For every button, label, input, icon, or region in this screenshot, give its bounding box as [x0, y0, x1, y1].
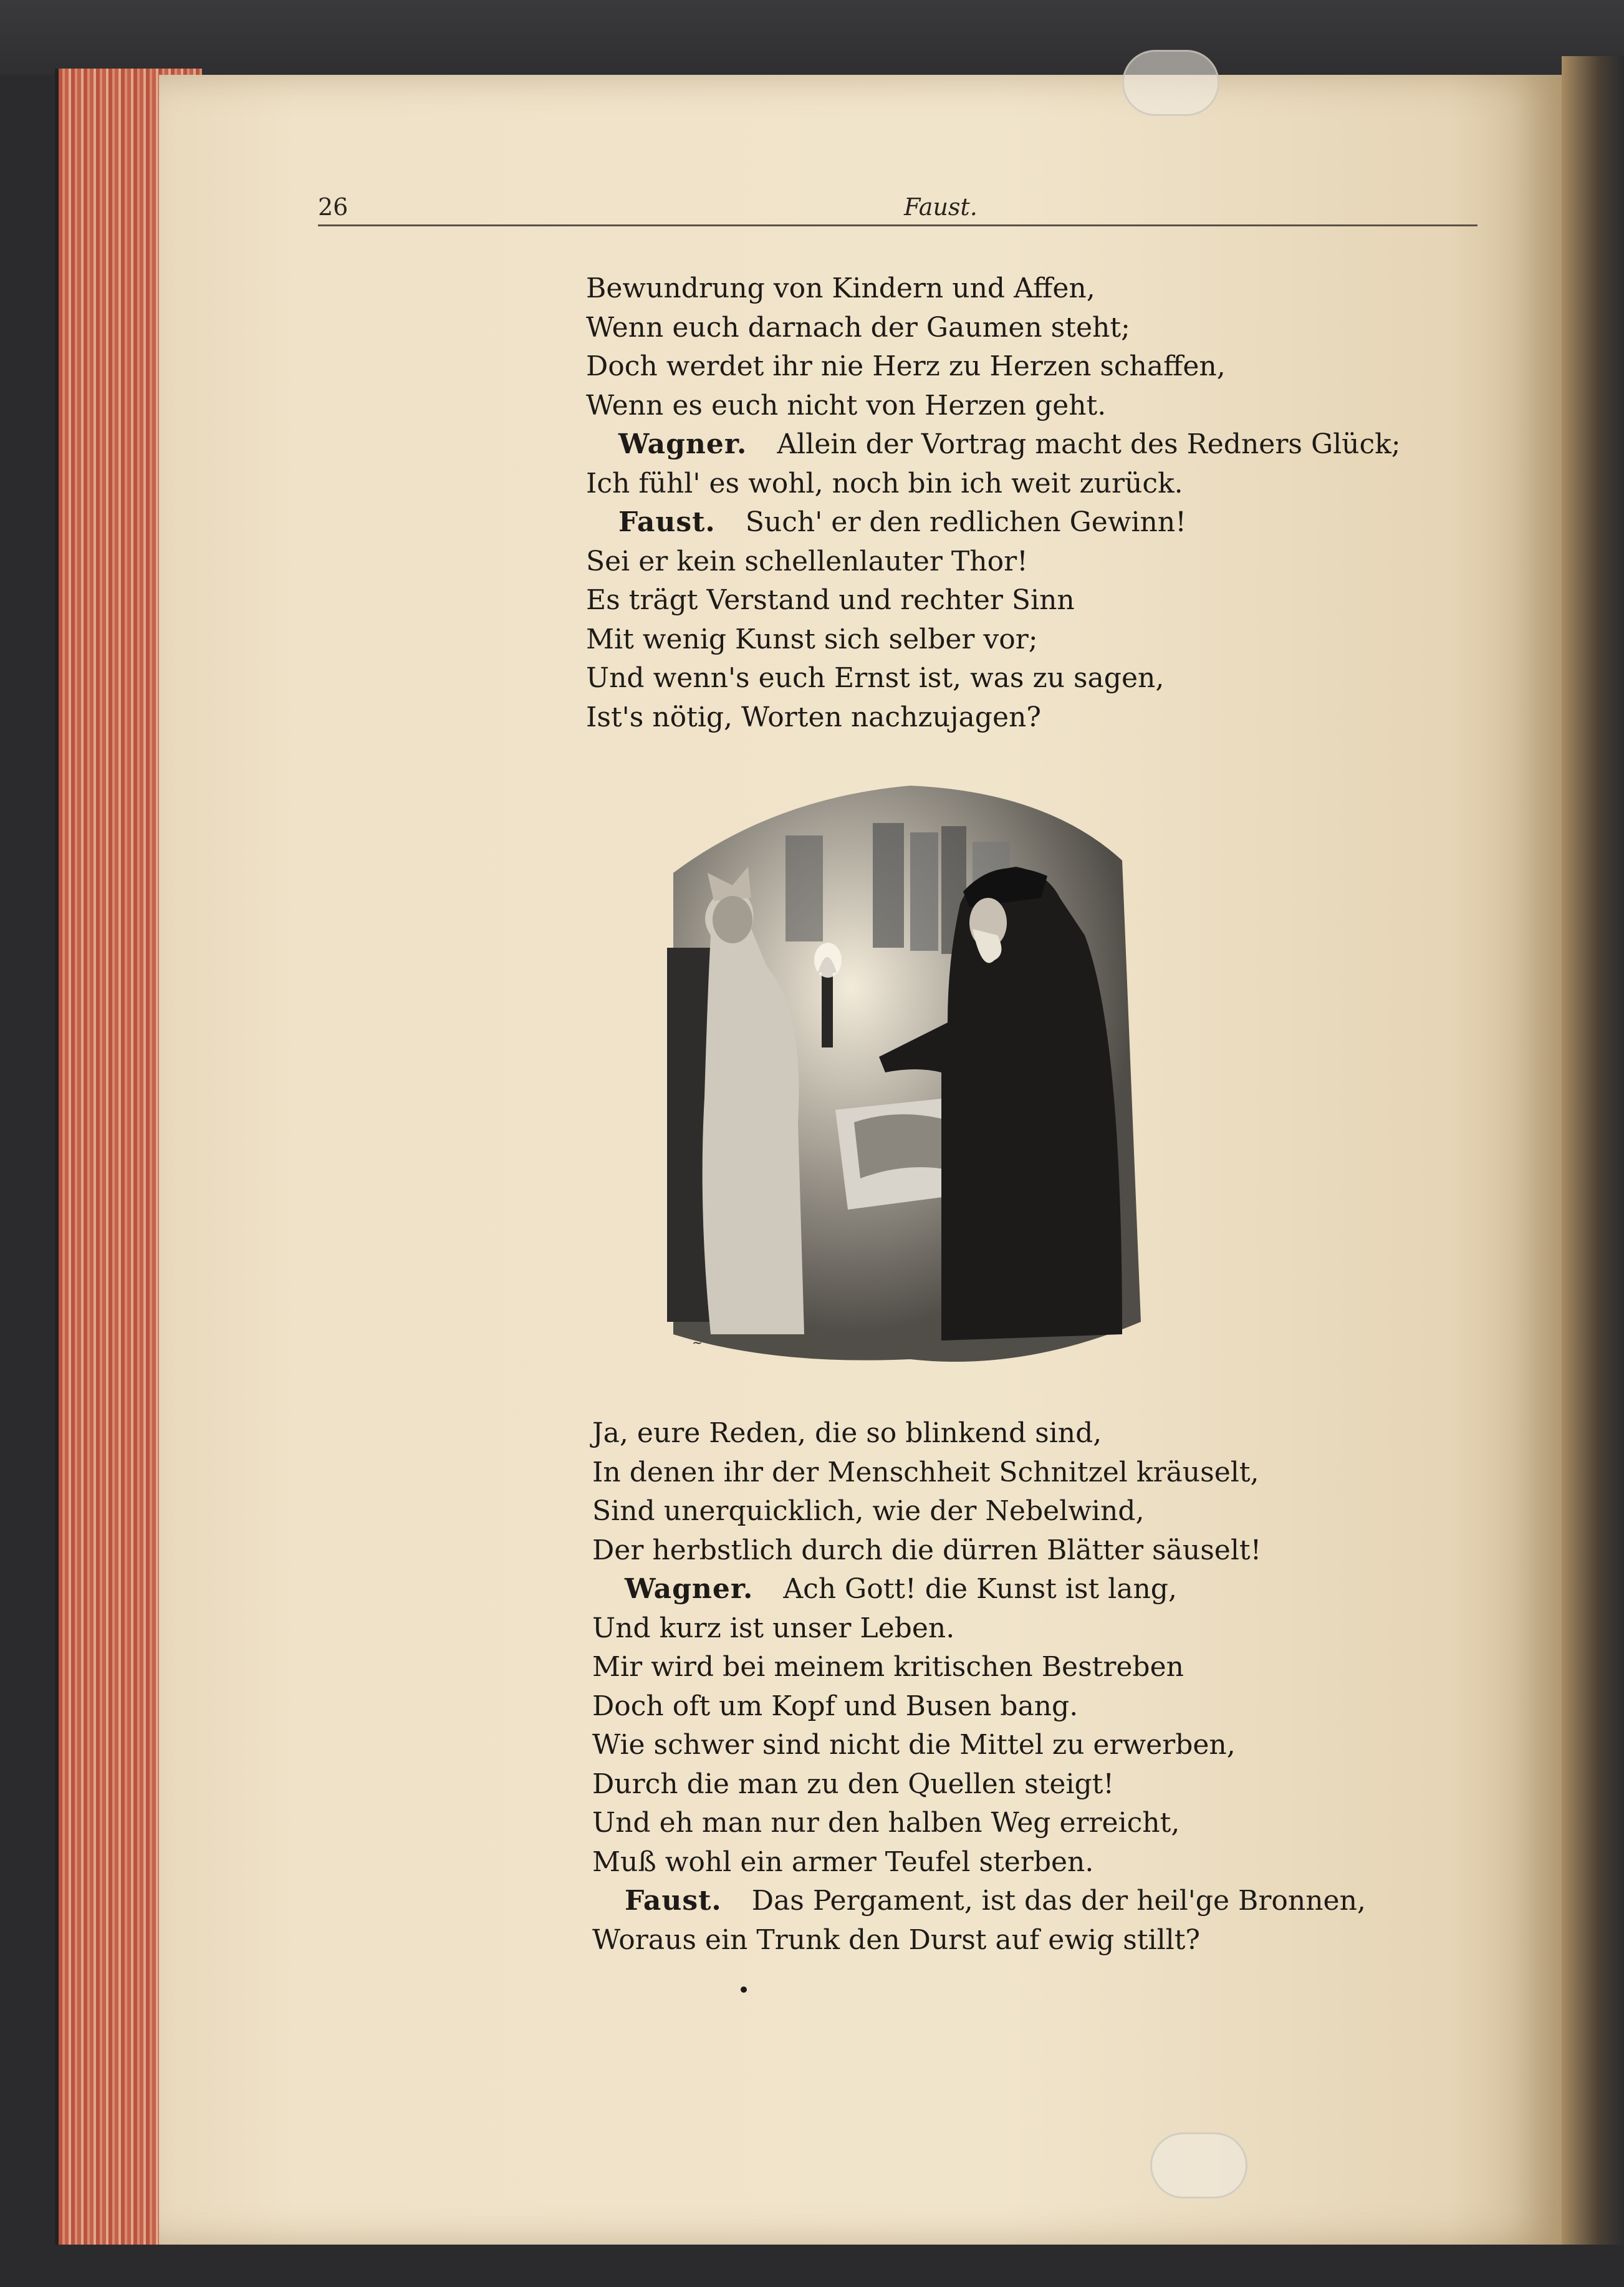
- page-number: 26: [318, 193, 348, 221]
- verse-line: Wenn euch darnach der Gaumen steht;: [586, 311, 1130, 344]
- gutter-shadow: [1562, 56, 1624, 2287]
- verse-line: Sei er kein schellenlauter Thor!: [586, 545, 1028, 577]
- verse-line: Und wenn's euch Ernst ist, was zu sagen,: [586, 662, 1165, 694]
- verse-line: Faust. Such' er den redlichen Gewinn!: [618, 506, 1186, 538]
- page-clip-bottom: [1150, 2132, 1247, 2198]
- verse-line: Der herbstlich durch die dürren Blätter säuselt!: [592, 1534, 1262, 1566]
- verse-line: Wagner. Allein der Vortrag macht des Redners Glück;: [618, 428, 1401, 460]
- backdrop: [0, 0, 1624, 75]
- verse-line: Mir wird bei meinem kritischen Bestreben: [592, 1651, 1184, 1683]
- verse-line: Bewundrung von Kindern und Affen,: [586, 272, 1095, 304]
- speaker-name: Wagner.: [618, 428, 747, 460]
- verse-line: Doch werdet ihr nie Herz zu Herzen schaffen,: [586, 350, 1226, 382]
- speaker-name: Faust.: [618, 506, 716, 538]
- verse-line: Muß wohl ein armer Teufel sterben.: [592, 1846, 1094, 1878]
- running-title: Faust.: [904, 193, 978, 221]
- verse-line: Faust. Das Pergament, ist das der heil'ge Bronnen,: [625, 1885, 1366, 1917]
- verse-line: Doch oft um Kopf und Busen bang.: [592, 1690, 1079, 1722]
- engraving-faust-wagner-icon: [648, 773, 1147, 1378]
- verse-line: Wagner. Ach Gott! die Kunst ist lang,: [625, 1573, 1177, 1605]
- verse-line: In denen ihr der Menschheit Schnitzel kräuselt,: [592, 1456, 1259, 1488]
- ornament-dot: [741, 1986, 747, 1993]
- page-header: [318, 187, 1477, 226]
- verse-line: Ja, eure Reden, die so blinkend sind,: [592, 1417, 1102, 1449]
- verse-line: Durch die man zu den Quellen steigt!: [592, 1768, 1115, 1800]
- speaker-name: Faust.: [625, 1885, 722, 1917]
- verse-line: Und kurz ist unser Leben.: [592, 1612, 955, 1644]
- backdrop-bottom: [0, 2245, 1624, 2287]
- verse-block-bottom: [592, 1414, 1366, 1960]
- verse-block-top: [586, 269, 1401, 737]
- page-clip-top: [1122, 50, 1219, 116]
- verse-line: Sind unerquicklich, wie der Nebelwind,: [592, 1495, 1145, 1527]
- verse-line: Woraus ein Trunk den Durst auf ewig stillt?: [592, 1923, 1200, 1956]
- svg-text:~: ~: [692, 1335, 703, 1350]
- verse-line: Es trägt Verstand und rechter Sinn: [586, 584, 1075, 616]
- verse-line: Ist's nötig, Worten nachzujagen?: [586, 701, 1041, 733]
- verse-line: Und eh man nur den halben Weg erreicht,: [592, 1807, 1180, 1839]
- verse-line: Wenn es euch nicht von Herzen geht.: [586, 389, 1107, 421]
- speaker-name: Wagner.: [625, 1573, 754, 1605]
- verse-line: Mit wenig Kunst sich selber vor;: [586, 623, 1038, 655]
- verse-line: Wie schwer sind nicht die Mittel zu erwerben,: [592, 1729, 1236, 1761]
- verse-line: Ich fühl' es wohl, noch bin ich weit zurück.: [586, 467, 1183, 499]
